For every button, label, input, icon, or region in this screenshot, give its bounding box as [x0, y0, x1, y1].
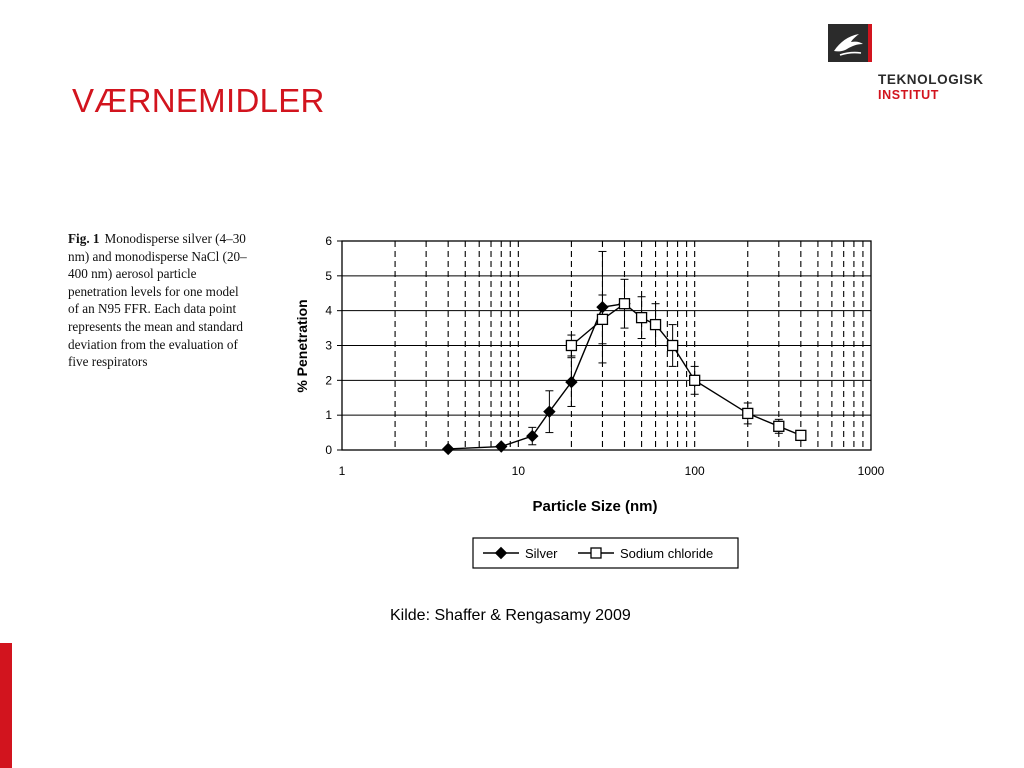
chart-legend: [473, 538, 738, 568]
y-tick-label: 2: [325, 373, 332, 388]
data-point-sodium-chloride: [637, 313, 647, 323]
source-citation: Kilde: Shaffer & Rengasamy 2009: [390, 607, 631, 624]
data-point-sodium-chloride: [668, 341, 678, 351]
chart-grid: [342, 241, 871, 450]
data-point-sodium-chloride: [743, 408, 753, 418]
y-tick-label: 1: [325, 408, 332, 423]
bird-logo-icon: [828, 24, 872, 64]
data-point-sodium-chloride: [774, 421, 784, 431]
logo-text-line2: INSTITUT: [878, 88, 940, 102]
data-point-silver: [566, 377, 577, 388]
series-silver: [443, 251, 630, 454]
data-point-sodium-chloride: [619, 299, 629, 309]
series-line: [448, 304, 624, 449]
legend-label: Silver: [525, 546, 558, 561]
x-tick-label: 10: [511, 464, 526, 478]
data-point-sodium-chloride: [690, 375, 700, 385]
figure-caption-text: Monodisperse silver (4–30 nm) and monodisperse NaCl (20–400 nm) aerosol particle penetration levels for one model of an N95 FFR. Each data point represents the mean and standard deviation from the evaluation of five respirators: [68, 231, 247, 370]
x-tick-label: 100: [684, 464, 705, 478]
y-axis-label: % Penetration: [294, 299, 310, 393]
figure-caption: [68, 230, 250, 371]
x-axis-label: Particle Size (nm): [532, 498, 658, 515]
figure-label: Fig. 1: [68, 231, 100, 246]
data-point-sodium-chloride: [566, 341, 576, 351]
data-point-silver: [527, 431, 538, 442]
x-tick-label: 1000: [857, 464, 885, 478]
logo-text-line1: TEKNOLOGISK: [878, 72, 984, 87]
slide-title: VÆRNEMIDLER: [72, 82, 325, 119]
y-tick-label: 0: [325, 443, 332, 457]
data-point-sodium-chloride: [651, 320, 661, 330]
data-point-sodium-chloride: [591, 548, 601, 558]
brand-accent-bar: [0, 643, 12, 768]
data-point-silver: [443, 443, 454, 454]
x-tick-label: 1: [338, 464, 346, 478]
penetration-chart: [280, 226, 910, 576]
y-tick-label: 3: [325, 338, 332, 353]
y-tick-label: 5: [325, 268, 332, 283]
data-point-sodium-chloride: [796, 430, 806, 440]
y-tick-label: 4: [325, 303, 332, 318]
legend-label: Sodium chloride: [620, 546, 714, 561]
teknologisk-institut-logo: [826, 24, 996, 104]
y-tick-label: 6: [325, 234, 332, 248]
data-point-sodium-chloride: [597, 314, 607, 324]
